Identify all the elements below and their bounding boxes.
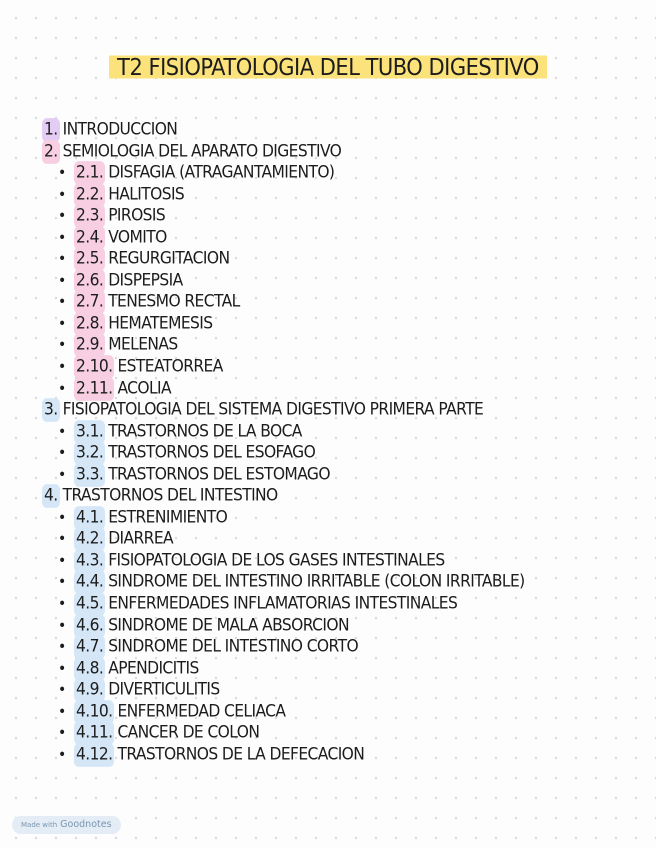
bullet-icon: • — [58, 315, 66, 333]
item-label: HEMATEMESIS — [108, 313, 213, 333]
item-number: 4.1. — [74, 506, 105, 529]
item-number: 4.5. — [74, 592, 105, 615]
item-label: DISPEPSIA — [108, 270, 183, 290]
bullet-icon: • — [58, 746, 66, 764]
item-number: 3.3. — [74, 463, 105, 486]
bullet-icon: • — [58, 164, 66, 182]
section-heading — [0, 484, 656, 507]
item-number: 2.1. — [74, 161, 105, 184]
bullet-icon: • — [58, 616, 66, 635]
section-heading — [0, 140, 656, 163]
item-label: VOMITO — [108, 226, 167, 247]
page-title-text: T2 FISIOPATOLOGIA DEL TUBO DIGESTIVO — [109, 51, 547, 82]
outline-item — [0, 269, 656, 292]
item-number: 3.2. — [74, 441, 105, 464]
outline-item — [0, 161, 656, 184]
bullet-icon: • — [58, 530, 66, 549]
bullet-icon: • — [58, 250, 66, 268]
item-number: 2.11. — [74, 377, 114, 400]
bullet-icon: • — [58, 379, 66, 398]
section-number: 2. — [42, 140, 60, 163]
item-number: 2.2. — [74, 183, 105, 206]
page-title — [0, 44, 656, 82]
item-number: 2.5. — [74, 247, 105, 270]
outline-item — [0, 204, 656, 227]
outline-item — [0, 183, 656, 206]
item-label: DIARREA — [108, 528, 174, 549]
bullet-icon: • — [58, 703, 66, 721]
section-heading — [0, 118, 656, 141]
item-label: REGURGITACION — [108, 248, 230, 268]
item-number: 4.3. — [74, 549, 105, 572]
bullet-icon: • — [58, 681, 66, 699]
outline-item — [0, 571, 656, 594]
outline-item — [0, 678, 656, 701]
outline-item — [0, 549, 656, 572]
outline-item — [0, 420, 656, 443]
item-number: 2.4. — [74, 226, 105, 249]
bullet-icon: • — [58, 466, 66, 484]
outline-item — [0, 657, 656, 680]
outline-item — [0, 635, 656, 658]
outline-item — [0, 334, 656, 357]
outline-item — [0, 463, 656, 486]
outline-item — [0, 441, 656, 464]
item-label: MELENAS — [108, 334, 178, 355]
bullet-icon: • — [58, 293, 66, 312]
item-number: 4.10. — [74, 700, 114, 723]
bullet-icon: • — [58, 638, 66, 656]
item-number: 4.8. — [74, 657, 105, 680]
item-label: FISIOPATOLOGIA DE LOS GASES INTESTINALES — [108, 550, 445, 570]
item-label: HALITOSIS — [108, 183, 185, 204]
item-label: TRASTORNOS DEL ESOFAGO — [108, 442, 316, 462]
item-number: 2.6. — [74, 269, 105, 292]
outline-list — [0, 119, 656, 765]
item-label: DIVERTICULITIS — [108, 679, 220, 699]
bullet-icon: • — [58, 423, 66, 441]
bullet-icon: • — [58, 229, 66, 247]
bullet-icon: • — [58, 358, 66, 376]
outline-item — [0, 226, 656, 249]
outline-item — [0, 377, 656, 400]
bullet-icon: • — [58, 509, 66, 527]
bullet-icon: • — [58, 724, 66, 742]
item-number: 4.7. — [74, 635, 105, 658]
outline-item — [0, 247, 656, 270]
item-number: 2.3. — [74, 204, 105, 227]
section-label: TRASTORNOS DEL INTESTINO — [62, 485, 278, 505]
item-label: ACOLIA — [117, 377, 172, 398]
item-number: 2.8. — [74, 312, 105, 335]
item-number: 4.4. — [74, 571, 105, 594]
item-label: PIROSIS — [108, 205, 166, 225]
outline-item — [0, 614, 656, 637]
item-label: TRASTORNOS DEL ESTOMAGO — [108, 463, 330, 484]
item-number: 3.1. — [74, 420, 105, 443]
watermark-prefix: Made with — [21, 821, 58, 829]
bullet-icon: • — [58, 186, 66, 204]
goodnotes-watermark — [12, 816, 121, 834]
item-number: 2.9. — [74, 334, 105, 357]
item-number: 4.11. — [74, 721, 114, 744]
section-number: 3. — [42, 398, 60, 421]
section-number: 1. — [42, 118, 60, 141]
bullet-icon: • — [58, 595, 66, 613]
item-label: DISFAGIA (ATRAGANTAMIENTO) — [108, 162, 335, 182]
item-label: TRASTORNOS DE LA BOCA — [108, 420, 302, 441]
item-number: 4.2. — [74, 528, 105, 551]
section-number: 4. — [42, 484, 60, 507]
item-number: 2.10. — [74, 355, 114, 378]
item-label: ESTRENIMIENTO — [108, 507, 228, 527]
outline-item — [0, 291, 656, 314]
outline-item — [0, 721, 656, 744]
item-number: 4.9. — [74, 678, 105, 701]
item-label: TRASTORNOS DE LA DEFECACION — [117, 744, 365, 764]
bullet-icon: • — [58, 207, 66, 225]
outline-item — [0, 528, 656, 551]
item-number: 4.12. — [74, 743, 114, 766]
item-number: 2.7. — [74, 291, 105, 314]
outline-item — [0, 743, 656, 766]
section-label: INTRODUCCION — [62, 119, 178, 139]
outline-item — [0, 355, 656, 378]
bullet-icon: • — [58, 660, 66, 678]
outline-item — [0, 312, 656, 335]
item-label: SINDROME DEL INTESTINO IRRITABLE (COLON IRRITABLE) — [108, 571, 525, 592]
item-label: ENFERMEDAD CELIACA — [117, 700, 286, 721]
bullet-icon: • — [58, 573, 66, 592]
bullet-icon: • — [58, 272, 66, 290]
outline-item — [0, 592, 656, 615]
bullet-icon: • — [58, 336, 66, 355]
section-heading — [0, 398, 656, 421]
item-label: CANCER DE COLON — [117, 722, 260, 742]
item-label: TENESMO RECTAL — [108, 291, 240, 312]
item-number: 4.6. — [74, 614, 105, 637]
bullet-icon: • — [58, 552, 66, 570]
section-label: FISIOPATOLOGIA DEL SISTEMA DIGESTIVO PRIMERA PARTE — [62, 399, 484, 419]
item-label: APENDICITIS — [108, 657, 199, 678]
item-label: ESTEATORREA — [117, 356, 223, 376]
bullet-icon: • — [58, 444, 66, 462]
item-label: ENFERMEDADES INFLAMATORIAS INTESTINALES — [108, 593, 458, 613]
section-label: SEMIOLOGIA DEL APARATO DIGESTIVO — [62, 140, 342, 161]
item-label: SINDROME DEL INTESTINO CORTO — [108, 636, 359, 656]
outline-item — [0, 506, 656, 529]
outline-item — [0, 700, 656, 723]
item-label: SINDROME DE MALA ABSORCION — [108, 614, 349, 635]
watermark-brand: Goodnotes — [60, 819, 112, 830]
